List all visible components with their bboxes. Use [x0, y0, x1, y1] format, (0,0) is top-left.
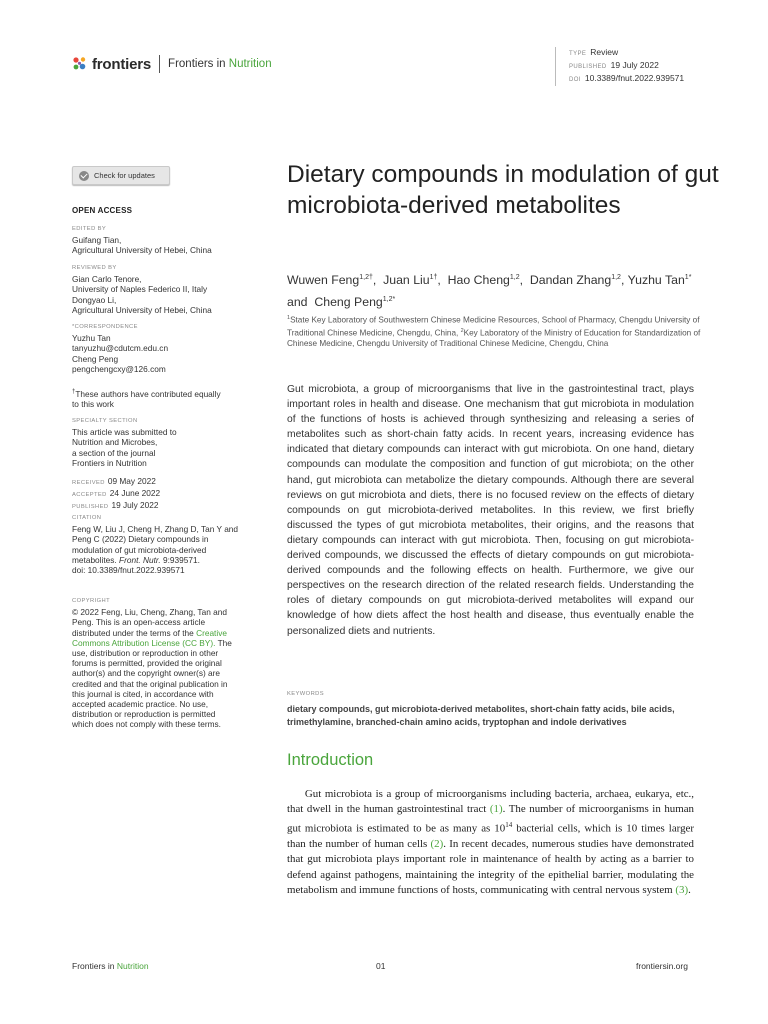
reference-link[interactable]: (1) — [489, 803, 503, 816]
check-icon — [79, 171, 89, 181]
article-title: Dietary compounds in modulation of gut microbiota-derived metabolites — [287, 161, 719, 219]
page-number: 01 — [376, 961, 386, 971]
frontiers-logo-icon — [72, 56, 88, 72]
equal-contribution: †These authors have contributed equally to this work — [72, 388, 221, 409]
email-link[interactable]: tanyuzhu@cdutcm.edu.cn — [72, 343, 169, 354]
received-date: RECEIVED 09 May 2022 — [72, 476, 156, 486]
check-for-updates-button[interactable]: Check for updates — [72, 166, 170, 185]
reference-link[interactable]: (2) — [430, 837, 444, 850]
specialty-section: SPECIALTY SECTION This article was submitted to Nutrition and Microbes, a section of the journal Frontiers in Nutrition — [72, 418, 177, 468]
cc-by-license-link[interactable]: Creative Commons Attribution License (CC BY). — [72, 627, 227, 648]
logo-text: frontiers — [92, 55, 152, 73]
author[interactable]: Hao Cheng$^{1,2}$ — [447, 273, 520, 288]
open-access: OPEN ACCESS — [72, 206, 133, 215]
section-heading-introduction: Introduction — [287, 751, 374, 769]
edited-by: EDITED BY Guifang Tian, Agricultural University of Hebei, China — [72, 226, 212, 256]
dates — [72, 476, 252, 513]
affiliations: $^1$State Key Laboratory of Southwestern Chinese Medicine Resources, School of Pharmacy, Chengdu University of Traditional Chinese Medicine, Chengdu, China, $^2$Key Laboratory of the Ministry of Education for Standardization of Chinese Medicine, Chengdu University of Traditional Chinese Medicine, Chengdu, China — [287, 315, 701, 349]
abstract: Gut microbiota, a group of microorganisms that live in the gastrointestinal tract, plays important roles in health and disease. One mechanism that gut microbiota in modulation of the functions of hosts is achieved through synthesizing and releasing a series of metabolites such as short-chain fatty acids. In recent years, increasing evidence has indicated that dietary compounds can interact with gut microbiota. On one hand, dietary compounds can modulate the composition and function of gut microbiota; on the other hand, gut microbiota can metabolize the dietary compounds. Although there are several reviews on gut microbiota and diets, there is no focused review on the effects of dietary compounds on gut microbiota-derived metabolites. In this review, we first briefly discussed the types of gut microbiota metabolites, their origins, and the reasons that dietary compounds can interact with gut microbiota. Then, focusing on gut microbiota-derived compounds, we discussed the effects of dietary compounds on gut microbiota-derived compounds and the following effects on health. Furthermore, we give our perspectives on the research direction of the related research fields. Understanding the roles of dietary compounds on gut microbiota-derived metabolites will expand our knowledge of how diets affect the host health and disease, thus eventually enable the personalized diets and nutrients. — [287, 384, 694, 637]
author[interactable]: Yuzhu Tan$^{1*}$ — [627, 273, 692, 288]
logo-divider — [159, 55, 160, 73]
reviewed-by: REVIEWED BY Gian Carlo Tenore, University of Naples Federico II, Italy Dongyao Li, Agricultural University of Hebei, China — [72, 265, 212, 315]
introduction-paragraph: Gut microbiota is a group of microorganisms including bacteria, archaea, eukarya, etc., that dwell in the human gastrointestinal tract (1). The number of microorganisms in human gut microbiota is estimated to be as many as $10^{14}$ bacterial cells, which is 10 times larger than the number of human cells (2). In recent decades, numerous studies have demonstrated that gut microbiota plays important role in maintenance of health by acting as a barrier to defend against pathogens, maintaining the integrity of the epithelial barrier, modulating the metabolism and immune functions of hosts, communicating with central nervous system (3). — [287, 788, 695, 897]
accepted-date: ACCEPTED 24 June 2022 — [72, 488, 161, 499]
journal-name[interactable]: Frontiers in Nutrition — [168, 58, 272, 70]
footer-journal[interactable]: Frontiers in Nutrition — [72, 961, 149, 971]
email-link[interactable]: pengchengcxy@126.com — [72, 363, 166, 374]
meta-published: PUBLISHED 19 July 2022 — [569, 60, 659, 70]
meta-doi: DOI 10.3389/fnut.2022.939571 — [569, 73, 685, 83]
frontiers-logo[interactable] — [72, 55, 272, 73]
author[interactable]: Cheng Peng$^{1,2*}$ — [314, 295, 396, 310]
article-meta — [555, 47, 684, 86]
author[interactable]: Wuwen Feng$^{1,2\dagger}$ — [287, 273, 373, 288]
published-date: PUBLISHED 19 July 2022 — [72, 500, 159, 511]
keywords: dietary compounds, gut microbiota-derived metabolites, short-chain fatty acids, bile acids, trimethylamine, branched-chain amino acids, tryptophan and indole derivatives — [287, 704, 675, 727]
correspondence: *CORRESPONDENCE Yuzhu Tan tanyuzhu@cdutcm.edu.cn Cheng Peng pengchengcxy@126.com — [72, 322, 252, 374]
citation: CITATION Feng W, Liu J, Cheng H, Zhang D, Tan Y and Peng C (2022) Dietary compounds in modulation of gut microbiota-derived metabolites. Front. Nutr. 9:939571. doi: 10.3389/fnut.2022.939571 — [72, 515, 239, 576]
meta-type: TYPE Review — [569, 47, 619, 57]
footer-site-link[interactable]: frontiersin.org — [636, 961, 688, 971]
reference-link[interactable]: (3) — [675, 884, 689, 897]
keywords-label: KEYWORDS — [287, 691, 325, 697]
copyright: COPYRIGHT © 2022 Feng, Liu, Cheng, Zhang, Tan and Peng. This is an open-access article distributed under the terms of the Creative Commons Attribution License (CC BY). The use, distribution or reproduction in other forums is permitted, provided the original author(s) and the copyright owner(s) are credited and that the original publication in this journal is cited, in accordance with accepted academic practice. No use, distribution or reproduction is permitted which does not comply with these terms. — [72, 598, 232, 730]
author[interactable]: Dandan Zhang$^{1,2}$ — [529, 273, 621, 288]
author[interactable]: Juan Liu$^{1\dagger}$ — [383, 273, 438, 288]
author-list: Wuwen Feng$^{1,2\dagger}$, Juan Liu$^{1\dagger}$, Hao Cheng$^{1,2}$, Dandan Zhang$^{1,2}$, Yuzhu Tan$^{1*}$ and Cheng Peng$^{1,2*}$ — [287, 273, 692, 310]
